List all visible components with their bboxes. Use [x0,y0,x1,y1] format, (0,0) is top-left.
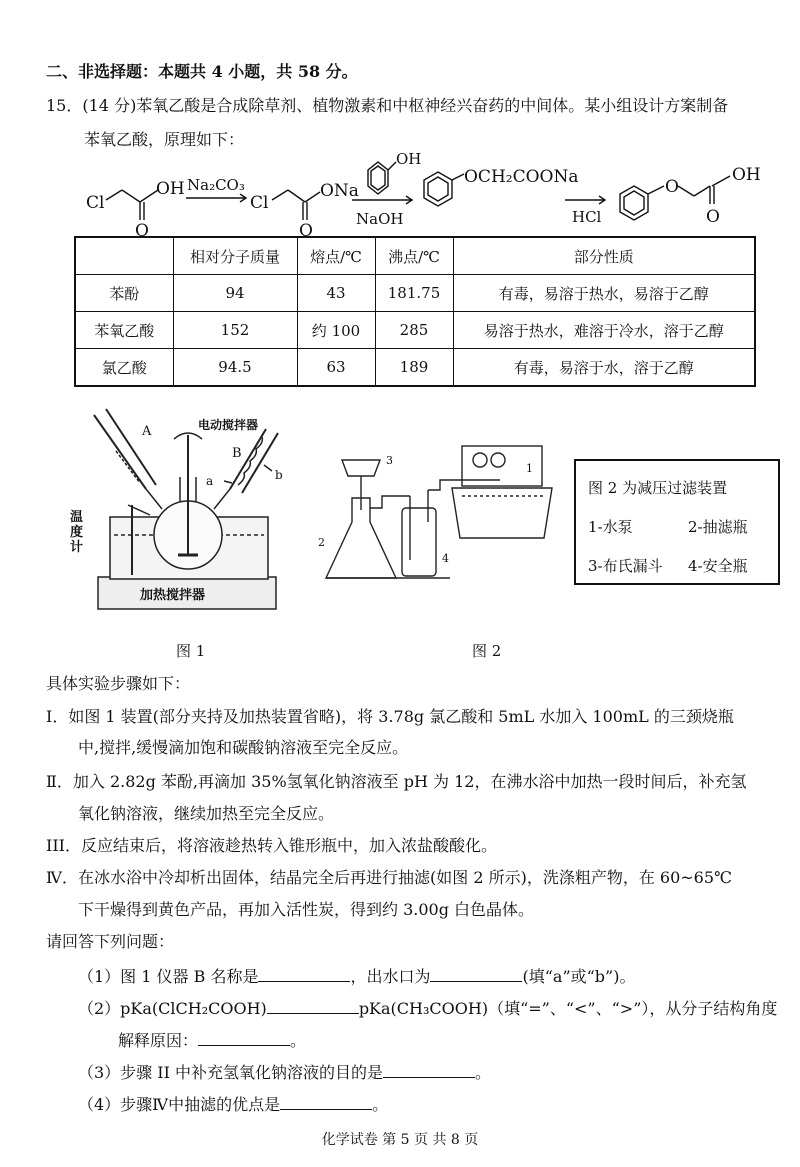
table-header-cell: 熔点/℃ [297,237,375,275]
question-intro-text: (14 分)苯氧乙酸是合成除草剂、植物激素和中枢神经兴奋药的中间体。某小组设计方案制备 [82,96,729,115]
question-intro-line2: 苯氧乙酸，原理如下： [84,130,245,149]
reaction-product-oh: OH [732,165,761,185]
table-row [75,349,755,387]
figure2-num4: 4 [442,552,449,565]
legend-item: 4-安全瓶 [688,557,748,575]
table-cell: 285 [375,312,453,349]
figure2-num3: 3 [386,454,393,467]
table-cell: 有毒，易溶于热水，易溶于乙醇 [453,275,755,312]
q1-answer-blank-outlet[interactable] [430,966,522,982]
reaction-cl-label: Cl [86,193,105,213]
question-number: 15． [46,96,83,115]
table-header-row [75,237,755,275]
table-cell: 181.75 [375,275,453,312]
q3-text-b: 。 [475,1063,492,1082]
reaction-o-label-1: O [135,221,149,240]
legend-item: 2-抽滤瓶 [688,518,748,536]
table-cell: 约 100 [297,312,375,349]
question-intro-line1 [46,96,728,115]
table-row [75,275,755,312]
questions-intro: 请回答下列问题： [46,932,175,951]
figure2-num2: 2 [318,536,325,549]
legend-item: 3-布氏漏斗 [588,557,663,575]
reaction-ona-label: ONa [320,181,359,201]
table-cell: 189 [375,349,453,387]
figure2-caption: 图 2 [472,642,502,660]
reaction-reagent-naoh: NaOH [356,210,404,228]
sub-question-2 [78,998,777,1018]
figure1-label-b-lower: b [275,468,283,482]
figure2-legend [574,459,780,585]
steps-intro: 具体实验步骤如下： [46,674,191,693]
step-line: 氧化钠溶液，继续加热至完全反应。 [78,804,335,823]
q4-text-b: 。 [372,1095,389,1114]
reaction-reagent-hcl: HCl [572,208,602,226]
table-cell: 氯乙酸 [75,349,173,387]
figure1-label-a-lower: a [206,474,214,488]
table-cell: 苯氧乙酸 [75,312,173,349]
step-line: Ⅳ．在冰水浴中冷却析出固体，结晶完全后再进行抽滤(如图 2 所示)，洗涤粗产物，在 60~65℃ [46,868,732,887]
table-cell: 易溶于热水，难溶于冷水，溶于乙醇 [453,312,755,349]
figure1-thermometer-label: 温度计 [70,510,84,555]
q4-answer-blank[interactable] [280,1094,372,1110]
q1-text-b: ，出水口为 [350,967,431,986]
figure1-label-b-upper: B [232,446,242,461]
sub-question-3 [78,1062,491,1082]
q1-text-a: （1）图 1 仪器 B 名称是 [78,967,259,986]
q1-text-c: (填“a”或“b”)。 [522,967,636,986]
figure1-heater-label: 加热搅拌器 [140,588,206,603]
table-cell: 43 [297,275,375,312]
reaction-reagent-na2co3: Na₂CO₃ [187,176,245,194]
q3-text-a: （3）步骤 II 中补充氢氧化钠溶液的目的是 [78,1063,383,1082]
legend-item: 1-水泵 [588,518,633,536]
table-cell: 152 [173,312,297,349]
reaction-o-label-2: O [299,221,313,240]
figure1-label-a-upper: A [142,424,152,439]
table-row [75,312,755,349]
q2-answer-blank-compare[interactable] [267,998,359,1014]
sub-question-2-cont [118,1030,306,1050]
figure2-num1: 1 [526,462,533,475]
q3-answer-blank[interactable] [383,1062,475,1078]
table-cell: 苯酚 [75,275,173,312]
figure1-caption: 图 1 [176,642,206,660]
q4-text-a: （4）步骤Ⅳ中抽滤的优点是 [78,1095,281,1114]
table-cell: 63 [297,349,375,387]
sub-question-4 [78,1094,388,1114]
q2-answer-blank-reason[interactable] [198,1030,290,1046]
figure2-apparatus [312,430,562,585]
table-header-cell [75,237,173,275]
sub-question-1 [78,966,635,986]
figure1-apparatus [70,405,300,615]
legend-title: 图 2 为减压过滤装置 [588,479,728,497]
reaction-cl-label-2: Cl [250,193,269,213]
table-cell: 有毒，易溶于水，溶于乙醇 [453,349,755,387]
table-header-cell: 沸点/℃ [375,237,453,275]
section-title: 二、非选择题：本题共 4 小题，共 58 分。 [46,62,358,81]
page-footer: 化学试卷 第 5 页 共 8 页 [321,1132,479,1148]
reaction-phenol-oh: OH [396,150,422,168]
q2-text-b: pKa(CH₃COOH)（填“=”、“<”、“>”），从分子结构角度 [358,999,778,1018]
step-line: 中,搅拌,缓慢滴加饱和碳酸钠溶液至完全反应。 [78,738,409,757]
table-cell: 94.5 [173,349,297,387]
step-line: Ⅰ．如图 1 装置(部分夹持及加热装置省略)，将 3.78g 氯乙酸和 5mL 水加入 100mL 的三颈烧瓶 [46,707,734,726]
reaction-product-o: O [665,177,679,197]
reaction-scheme [0,150,800,240]
table-header-cell: 相对分子质量 [173,237,297,275]
step-line: Ⅱ．加入 2.82g 苯酚,再滴加 35%氢氧化钠溶液至 pH 为 12，在沸水浴中加热一段时间后，补充氢 [46,772,747,791]
step-line: III．反应结束后，将溶液趁热转入锥形瓶中，加入浓盐酸酸化。 [46,836,497,855]
table-header-cell: 部分性质 [453,237,755,275]
table-cell: 94 [173,275,297,312]
reaction-intermediate: OCH₂COONa [464,167,579,187]
figure1-stirrer-label: 电动搅拌器 [198,418,259,432]
reaction-oh-label: OH [156,179,185,199]
properties-table [74,236,756,387]
q2-text-d: 。 [290,1031,307,1050]
q2-text-a: （2）pKa(ClCH₂COOH) [78,999,267,1018]
q1-answer-blank-name[interactable] [258,966,350,982]
step-line: 下干燥得到黄色产品，再加入活性炭，得到约 3.00g 白色晶体。 [78,900,535,919]
reaction-product-carbonyl-o: O [706,207,720,227]
q2-text-c: 解释原因： [118,1031,199,1050]
